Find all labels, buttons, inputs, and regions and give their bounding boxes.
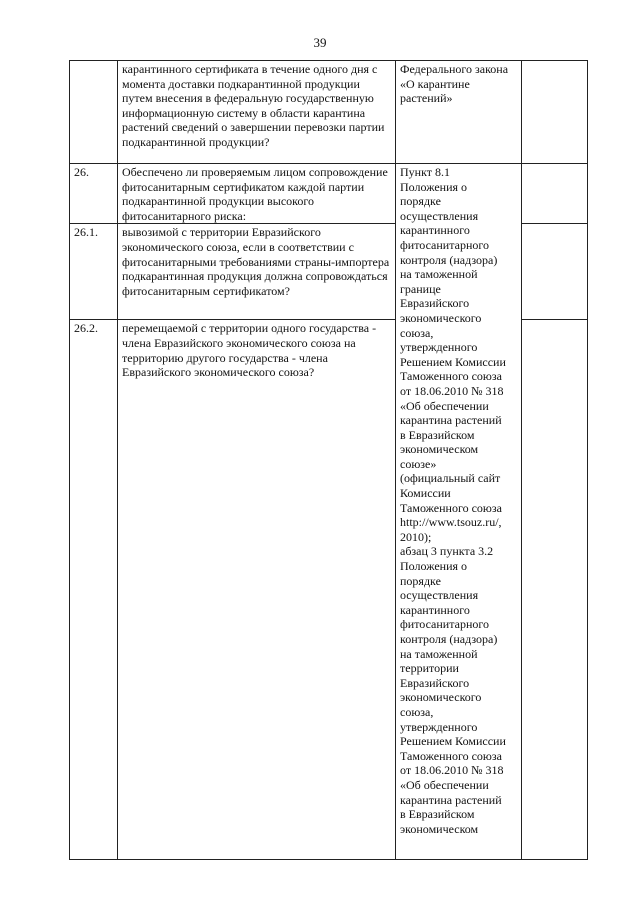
row-number-cell bbox=[70, 164, 118, 224]
row-number-cell bbox=[70, 61, 118, 164]
question-text: карантинного сертификата в течение одного дня с момента доставки подкарантинной продукции путем внесения в федеральную государственную информационную систему в области карантина растений сведений о завершении перевозки партии подкарантинной продукции? bbox=[122, 62, 385, 149]
table-row bbox=[70, 164, 588, 224]
answer-cell bbox=[522, 320, 588, 860]
checklist-table bbox=[69, 60, 588, 860]
row-number: 26.2. bbox=[74, 321, 98, 336]
reference-cell bbox=[396, 61, 522, 164]
row-number-cell bbox=[70, 320, 118, 860]
question-cell bbox=[118, 224, 396, 320]
row-number: 26. bbox=[74, 165, 89, 179]
question-text: перемещаемой с территории одного государства - члена Евразийского экономического союза на территорию другого государства - члена Евразийского экономического союза? bbox=[122, 321, 377, 380]
answer-cell bbox=[522, 164, 588, 224]
question-text: вывозимой с территории Евразийского экономического союза, если в соответствии с фитосанитарными требованиями страны-импортера подкарантинная продукция должна сопровождаться фитосанитарным сертификатом? bbox=[122, 225, 390, 298]
reference-text: Пункт 8.1 Положения о порядке осуществления карантинного фитосанитарного контроля (надзора) на таможенной границе Евразийского экономического союза, утвержденного Решением Комиссии Таможенного союза от 18.06.2010 № 318 «Об обеспечении карантина растений в Евразийском экономическом союзе» (официальный сайт Комиссии Таможенного союза http://www.tsouz.ru/, 2010); абзац 3 пункта 3.2 Положения о порядке осуществления карантинного фитосанитарного контроля (надзора) на таможенной территории Евразийского экономического союза, утвержденного Решением Комиссии Таможенного союза от 18.06.2010 № 318 «Об обеспечении карантина растений в Евразийском экономическом bbox=[400, 165, 506, 836]
answer-cell bbox=[522, 224, 588, 320]
row-number: 26.1. bbox=[74, 225, 98, 240]
reference-cell bbox=[396, 164, 522, 860]
question-cell bbox=[118, 320, 396, 860]
question-cell bbox=[118, 164, 396, 224]
page-number: 39 bbox=[313, 35, 327, 50]
row-number-cell bbox=[70, 224, 118, 320]
question-text: Обеспечено ли проверяемым лицом сопровождение фитосанитарным сертификатом каждой партии подкарантинной продукции высокого фитосанитарного риска: bbox=[122, 165, 388, 223]
table-row bbox=[70, 61, 588, 164]
answer-cell bbox=[522, 61, 588, 164]
question-cell bbox=[118, 61, 396, 164]
reference-text: Федерального закона «О карантине растений» bbox=[400, 62, 509, 106]
